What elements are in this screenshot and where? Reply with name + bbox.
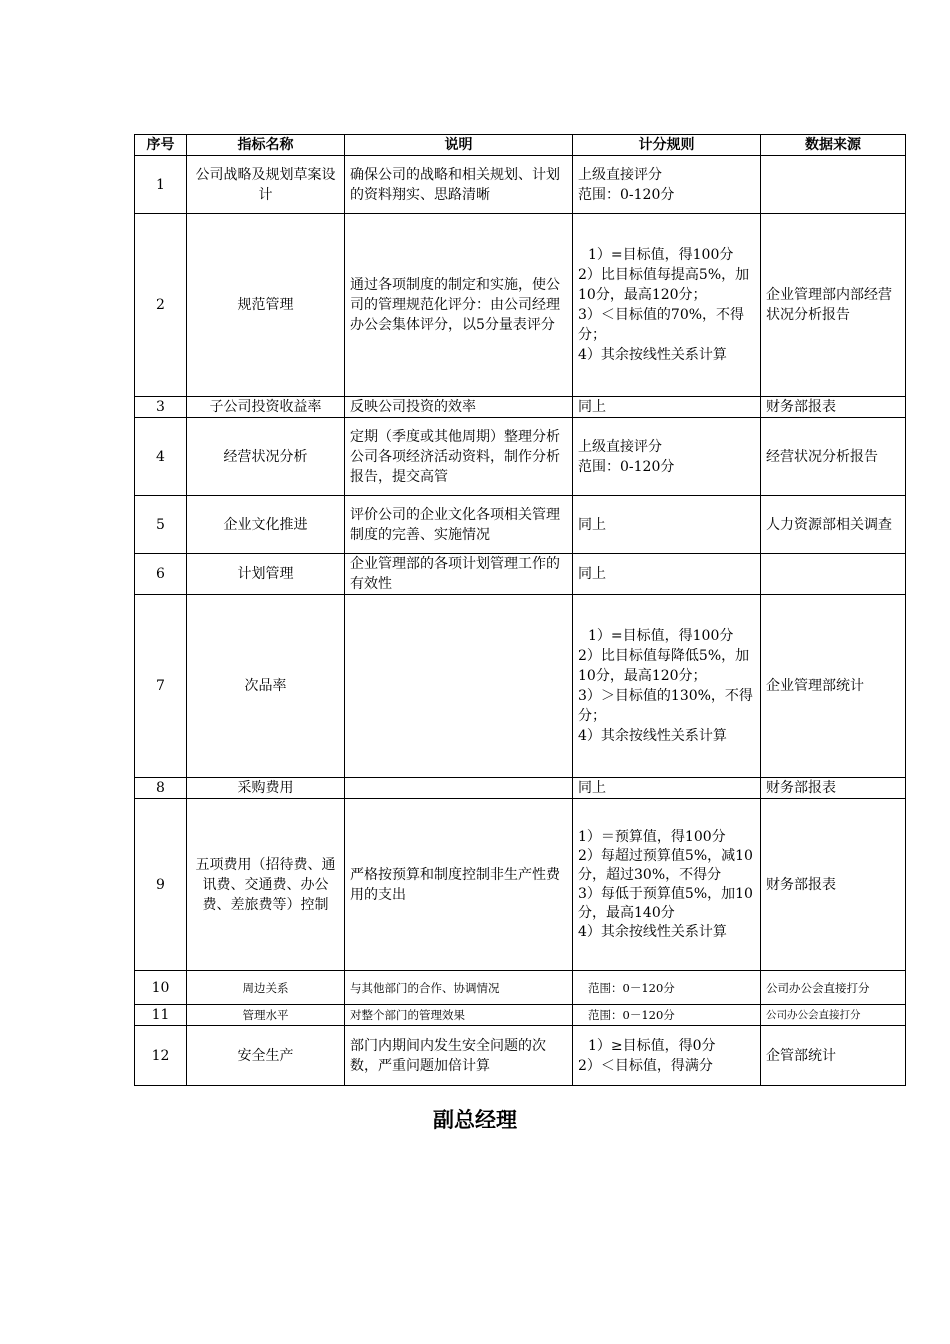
row-source: 经营状况分析报告	[761, 418, 906, 496]
row-name: 经营状况分析	[187, 418, 345, 496]
row-source: 公司办公会直接打分	[761, 971, 906, 1005]
row-name: 次品率	[187, 595, 345, 778]
kpi-table	[134, 134, 906, 1086]
row-name: 管理水平	[187, 1005, 345, 1026]
table-row	[135, 397, 906, 418]
rule-line: 4）其余按线性关系计算	[578, 923, 727, 940]
rule-line: 3）＜目标值的70%，不得分；	[578, 307, 745, 343]
table-row	[135, 496, 906, 554]
rule-line: 1）=目标值，得100分	[588, 247, 734, 263]
row-no: 7	[135, 595, 187, 778]
row-name: 周边关系	[187, 971, 345, 1005]
row-rules	[573, 156, 761, 214]
row-name: 子公司投资收益率	[187, 397, 345, 418]
rule-line: 范围：0-120分	[578, 458, 675, 475]
row-desc: 与其他部门的合作、协调情况	[345, 971, 573, 1005]
rule-line: 同上	[578, 399, 606, 415]
table-row	[135, 214, 906, 397]
row-desc: 反映公司投资的效率	[345, 397, 573, 418]
table-row	[135, 778, 906, 799]
table-row	[135, 156, 906, 214]
row-desc: 定期（季度或其他周期）整理分析公司各项经济活动资料，制作分析报告，提交高管	[345, 418, 573, 496]
row-rules	[573, 397, 761, 418]
row-no: 3	[135, 397, 187, 418]
rule-line: 上级直接评分	[578, 166, 662, 183]
rule-line: 3）每低于预算值5%，加10分，最高140分	[578, 885, 753, 921]
rule-line: 范围：0－120分	[588, 980, 675, 995]
row-source: 企业管理部内部经营状况分析报告	[761, 214, 906, 397]
row-desc	[345, 778, 573, 799]
row-no: 4	[135, 418, 187, 496]
row-desc: 通过各项制度的制定和实施，使公司的管理规范化评分：由公司经理办公会集体评分，以5分量表评分	[345, 214, 573, 397]
rule-line: 范围：0-120分	[578, 186, 675, 203]
row-desc: 严格按预算和制度控制非生产性费用的支出	[345, 799, 573, 971]
row-desc	[345, 595, 573, 778]
table-row	[135, 554, 906, 595]
row-rules	[573, 1026, 761, 1086]
rule-line: 上级直接评分	[578, 438, 662, 455]
header-desc: 说明	[345, 135, 573, 156]
row-desc: 确保公司的战略和相关规划、计划的资料翔实、思路清晰	[345, 156, 573, 214]
row-rules	[573, 554, 761, 595]
row-source	[761, 554, 906, 595]
row-source: 财务部报表	[761, 778, 906, 799]
row-desc: 对整个部门的管理效果	[345, 1005, 573, 1026]
row-rules	[573, 496, 761, 554]
rule-line: 2）每超过预算值5%，减10分，超过30%，不得分	[578, 847, 753, 883]
row-rules	[573, 778, 761, 799]
row-rules	[573, 214, 761, 397]
row-source: 企业管理部统计	[761, 595, 906, 778]
row-name: 安全生产	[187, 1026, 345, 1086]
header-name: 指标名称	[187, 135, 345, 156]
table-row	[135, 595, 906, 778]
row-source: 企管部统计	[761, 1026, 906, 1086]
row-no: 6	[135, 554, 187, 595]
row-source: 公司办公会直接打分	[761, 1005, 906, 1026]
header-rules: 计分规则	[573, 135, 761, 156]
rule-line: 同上	[578, 566, 606, 582]
row-no: 12	[135, 1026, 187, 1086]
row-desc: 部门内期间内发生安全问题的次数，严重问题加倍计算	[345, 1026, 573, 1086]
rule-line: 同上	[578, 780, 606, 796]
row-no: 8	[135, 778, 187, 799]
row-no: 11	[135, 1005, 187, 1026]
row-no: 2	[135, 214, 187, 397]
row-source: 财务部报表	[761, 397, 906, 418]
rule-line: 同上	[578, 516, 606, 533]
row-rules	[573, 971, 761, 1005]
rule-line: 2）＜目标值，得满分	[578, 1057, 713, 1074]
table-row	[135, 1005, 906, 1026]
table-row	[135, 971, 906, 1005]
row-rules	[573, 595, 761, 778]
rule-line: 4）其余按线性关系计算	[578, 347, 727, 363]
row-name: 五项费用（招待费、通讯费、交通费、办公费、差旅费等）控制	[187, 799, 345, 971]
rule-line: 3）＞目标值的130%，不得分；	[578, 688, 753, 724]
row-name: 采购费用	[187, 778, 345, 799]
row-no: 5	[135, 496, 187, 554]
row-name: 企业文化推进	[187, 496, 345, 554]
rule-line: 2）比目标值每降低5%，加10分，最高120分；	[578, 648, 750, 684]
rule-line: 1）≥目标值，得0分	[588, 1037, 716, 1054]
row-name: 计划管理	[187, 554, 345, 595]
row-name: 公司战略及规划草案设计	[187, 156, 345, 214]
header-no: 序号	[135, 135, 187, 156]
row-no: 1	[135, 156, 187, 214]
row-source	[761, 156, 906, 214]
row-name: 规范管理	[187, 214, 345, 397]
row-rules	[573, 418, 761, 496]
rule-line: 1）＝预算值，得100分	[578, 828, 726, 845]
rule-line: 1）=目标值，得100分	[588, 628, 734, 644]
row-rules	[573, 799, 761, 971]
rule-line: 范围：0－120分	[588, 1008, 675, 1022]
row-source: 财务部报表	[761, 799, 906, 971]
section-title: 副总经理	[433, 1108, 517, 1132]
header-row	[135, 135, 906, 156]
row-no: 10	[135, 971, 187, 1005]
rule-line: 2）比目标值每提高5%，加10分，最高120分；	[578, 267, 750, 303]
row-desc: 评价公司的企业文化各项相关管理制度的完善、实施情况	[345, 496, 573, 554]
table-row	[135, 418, 906, 496]
row-no: 9	[135, 799, 187, 971]
table-row	[135, 799, 906, 971]
header-source: 数据来源	[761, 135, 906, 156]
table-row	[135, 1026, 906, 1086]
rule-line: 4）其余按线性关系计算	[578, 728, 727, 744]
row-desc: 企业管理部的各项计划管理工作的有效性	[345, 554, 573, 595]
row-source: 人力资源部相关调查	[761, 496, 906, 554]
row-rules	[573, 1005, 761, 1026]
